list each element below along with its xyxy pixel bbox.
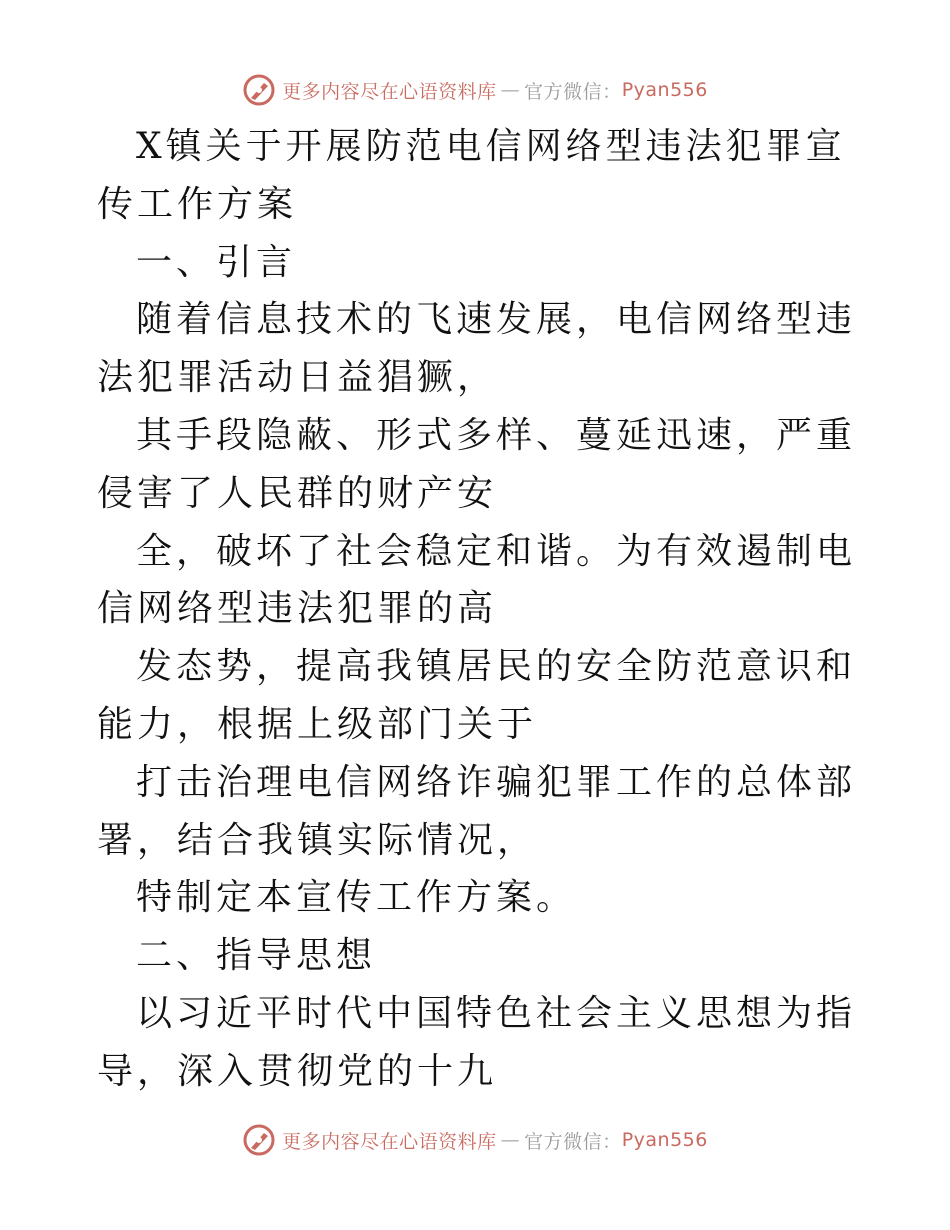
document-body: [97, 118, 857, 1101]
header-watermark: [0, 70, 950, 110]
watermark-separator: —: [500, 79, 521, 101]
watermark-text: 更多内容尽在心语资料库: [282, 1130, 497, 1153]
document-title: X镇关于开展防范电信网络型违法犯罪宣传工作方案: [97, 126, 846, 225]
watermark-suffix: 官方微信：: [524, 1130, 622, 1153]
watermark-suffix: 官方微信：: [524, 80, 622, 103]
watermark-text: 更多内容尽在心语资料库: [282, 80, 497, 103]
paragraph: 其手段隐蔽、形式多样、蔓延迅速，严重侵害了人民群的财产安: [97, 414, 857, 514]
pen-seal-logo-icon: [242, 73, 276, 107]
paragraph: 打击治理电信网络诈骗犯罪工作的总体部署，结合我镇实际情况，: [97, 761, 857, 861]
paragraph: 特制定本宣传工作方案。: [136, 877, 577, 919]
watermark-handle: Pyan556: [621, 79, 708, 101]
paragraph: 发态势，提高我镇居民的安全防范意识和能力，根据上级部门关于: [97, 646, 857, 745]
paragraph: 全，破坏了社会稳定和谐。为有效遏制电信网络型违法犯罪的高: [97, 530, 857, 630]
pen-seal-logo-icon: [242, 1123, 276, 1157]
paragraph: 随着信息技术的飞速发展，电信网络型违法犯罪活动日益猖獗，: [97, 299, 857, 399]
watermark-separator: —: [500, 1129, 521, 1151]
paragraph: 以习近平时代中国特色社会主义思想为指导，深入贯彻党的十九: [97, 992, 857, 1092]
section-heading-intro: 一、引言: [136, 241, 297, 283]
watermark-handle: Pyan556: [621, 1129, 708, 1151]
footer-watermark: [0, 1120, 950, 1160]
section-heading-guiding-thought: 二、指导思想: [136, 935, 377, 977]
